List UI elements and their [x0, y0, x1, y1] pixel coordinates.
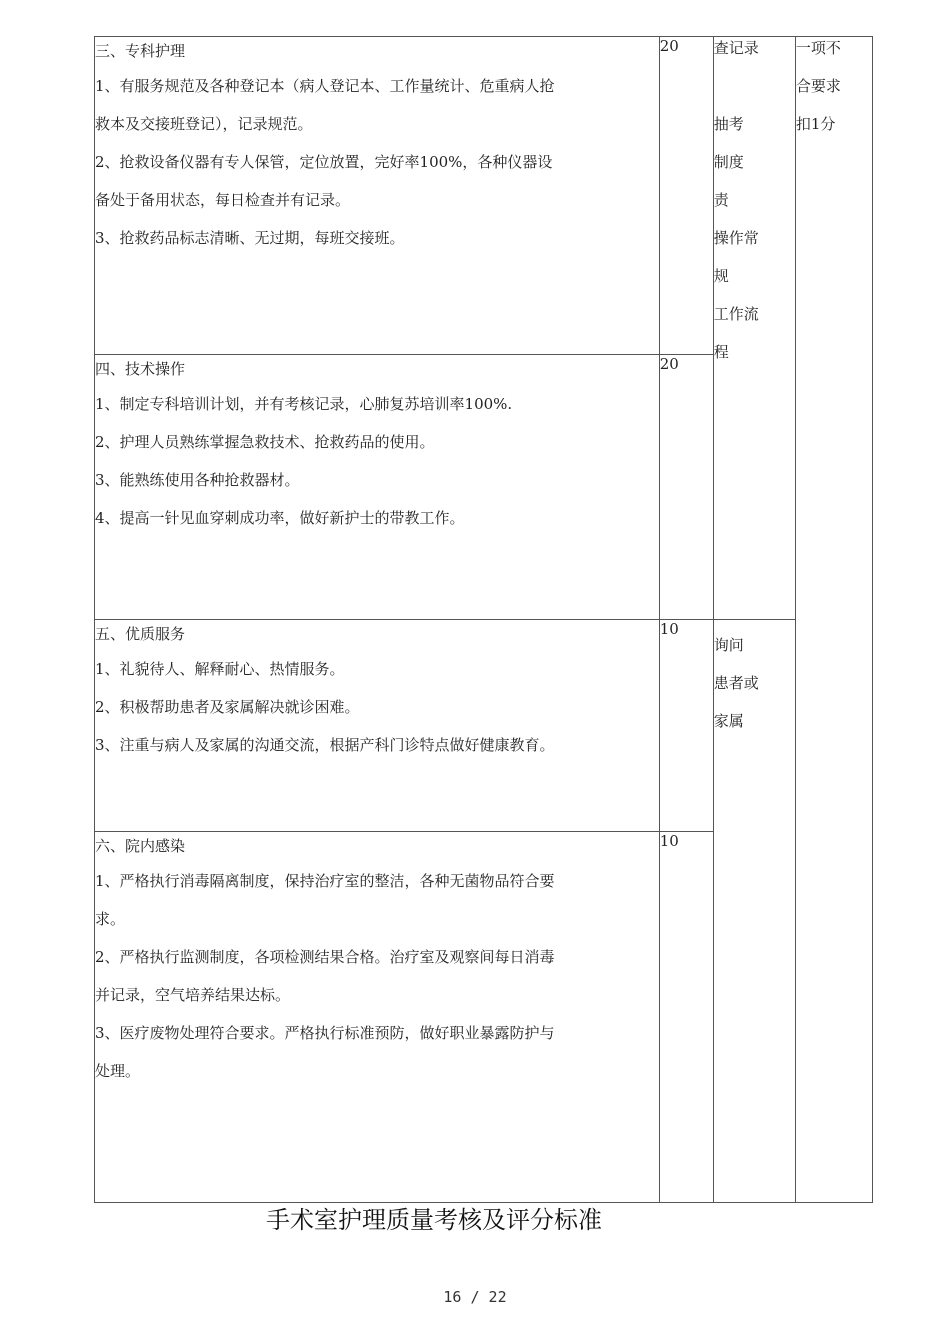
criterion-line: 并记录，空气培养结果达标。 [95, 986, 291, 1004]
criterion-line: 1、有服务规范及各种登记本（病人登记本、工作量统计、危重病人抢 [95, 77, 555, 95]
criterion-line: 求。 [95, 910, 126, 928]
criterion-line: 1、制定专科培训计划，并有考核记录，心肺复苏培训率100%. [95, 395, 513, 413]
method-line: 家属 [713, 712, 744, 730]
criterion-line: 2、护理人员熟练掌握急救技术、抢救药品的使用。 [95, 433, 435, 451]
criterion-line: 处理。 [95, 1062, 141, 1080]
method-line: 操作常 [713, 229, 759, 247]
method-line: 程 [713, 343, 729, 361]
inquiry-method-cell [713, 620, 795, 1203]
method-line: 工作流 [713, 305, 759, 323]
criterion-line: 备处于备用状态，每日检查并有记录。 [95, 191, 351, 209]
section-score: 10 [659, 832, 713, 1203]
criterion-line: 3、能熟练使用各种抢救器材。 [95, 471, 300, 489]
section-technical-operation [95, 355, 660, 620]
section-score: 20 [659, 37, 713, 355]
criterion-line: 3、医疗废物处理符合要求。严格执行标准预防，做好职业暴露防护与 [95, 1024, 555, 1042]
section-specialty-nursing [95, 37, 660, 355]
method-line: 患者或 [713, 674, 759, 692]
section-title: 五、优质服务 [95, 625, 186, 643]
deduction-line: 合要求 [795, 77, 841, 95]
criterion-line: 3、注重与病人及家属的沟通交流，根据产科门诊特点做好健康教育。 [95, 736, 555, 754]
section-score: 10 [659, 620, 713, 832]
criterion-line: 1、严格执行消毒隔离制度，保持治疗室的整洁，各种无菌物品符合要 [95, 872, 555, 890]
criterion-line: 2、抢救设备仪器有专人保管，定位放置，完好率100%，各种仪器设 [95, 153, 553, 171]
section-title: 四、技术操作 [95, 360, 186, 378]
document-title: 手术室护理质量考核及评分标准 [266, 1206, 602, 1234]
page-number: 16 / 22 [443, 1288, 507, 1306]
method-line: 抽考 [713, 115, 744, 133]
method-line: 规 [713, 267, 729, 285]
criterion-line: 救本及交接班登记），记录规范。 [95, 115, 313, 133]
section-infection-control [95, 832, 660, 1203]
section-quality-service [95, 620, 660, 832]
assessment-table [94, 36, 873, 1203]
inspection-method-cell [713, 37, 795, 620]
criterion-line: 1、礼貌待人、解释耐心、热情服务。 [95, 660, 345, 678]
deduction-rule-cell [795, 37, 872, 1203]
method-line: 责 [713, 191, 729, 209]
section-title: 六、院内感染 [95, 837, 186, 855]
method-line: 制度 [713, 153, 744, 171]
deduction-line: 一项不 [795, 39, 841, 57]
criterion-line: 4、提高一针见血穿刺成功率，做好新护士的带教工作。 [95, 509, 465, 527]
deduction-line: 扣1分 [795, 115, 836, 133]
method-line: 询问 [713, 636, 744, 654]
criterion-line: 2、严格执行监测制度，各项检测结果合格。治疗室及观察间每日消毒 [95, 948, 555, 966]
criterion-line: 2、积极帮助患者及家属解决就诊困难。 [95, 698, 360, 716]
section-title: 三、专科护理 [95, 42, 186, 60]
section-score: 20 [659, 355, 713, 620]
method-line: 查记录 [713, 39, 759, 57]
criterion-line: 3、抢救药品标志清晰、无过期，每班交接班。 [95, 229, 405, 247]
